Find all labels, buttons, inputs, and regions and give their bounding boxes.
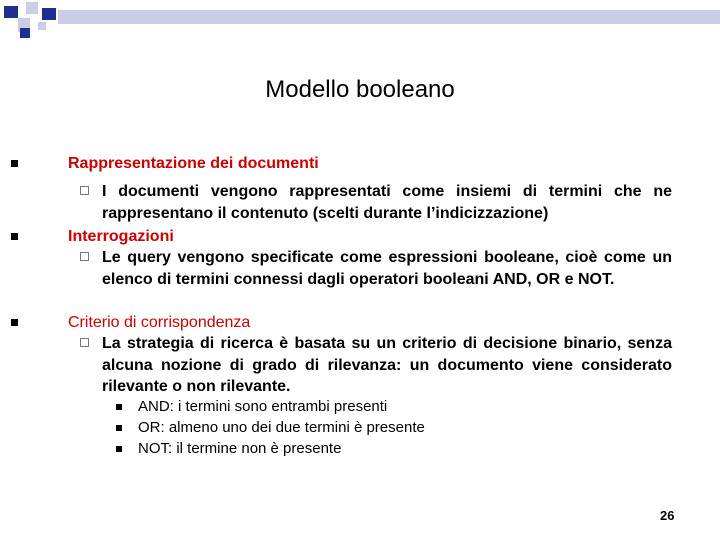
bullet-heading-red: Criterio xyxy=(68,314,120,331)
bullet-representation xyxy=(68,153,668,174)
bullet-heading: Interrogazioni xyxy=(68,228,174,245)
bullet-queries xyxy=(68,226,668,247)
sub-sub-bullet-or xyxy=(138,418,658,438)
square-bullet-icon xyxy=(116,446,122,452)
sub-bullet xyxy=(102,247,672,290)
sub-sub-bullet-text: NOT: il termine non è presente xyxy=(138,440,342,457)
sub-bullet-text: La strategia di ricerca è basata su un criterio di decisione binario, senza alcuna nozione di grado di rilevanza: un documento viene considerato rilevante o non rilevante. xyxy=(102,335,672,395)
sub-bullet-text: I documenti vengono rappresentati come insiemi di termini che ne rappresentano il contenuto (scelti durante l’indicizzazione) xyxy=(102,183,672,222)
square-bullet-icon xyxy=(11,160,18,167)
sub-bullet-text: Le query vengono specificate come espressioni booleane, cioè come un elenco di termini connessi dagli operatori booleani AND, OR e NOT. xyxy=(102,249,672,288)
square-bullet-icon xyxy=(116,404,122,410)
bullet-criterion xyxy=(68,312,668,333)
hollow-square-icon xyxy=(80,186,89,195)
hollow-square-icon xyxy=(80,338,89,347)
bullet-heading: Rappresentazione dei documenti xyxy=(68,155,319,172)
sub-sub-bullet-text: OR: almeno uno dei due termini è presente xyxy=(138,419,425,436)
bullet-heading-rest: di corrispondenza xyxy=(119,314,251,331)
hollow-square-icon xyxy=(80,252,89,261)
square-bullet-icon xyxy=(11,233,18,240)
page-number: 26 xyxy=(660,508,675,523)
sub-sub-bullet-not xyxy=(138,439,658,459)
sub-sub-bullet-text: AND: i termini sono entrambi presenti xyxy=(138,398,388,415)
slide-title: Modello booleano xyxy=(265,76,455,103)
sub-sub-bullet-and xyxy=(138,397,658,417)
sub-bullet xyxy=(102,333,672,398)
sub-bullet xyxy=(102,181,672,224)
square-bullet-icon xyxy=(11,319,18,326)
square-bullet-icon xyxy=(116,425,122,431)
